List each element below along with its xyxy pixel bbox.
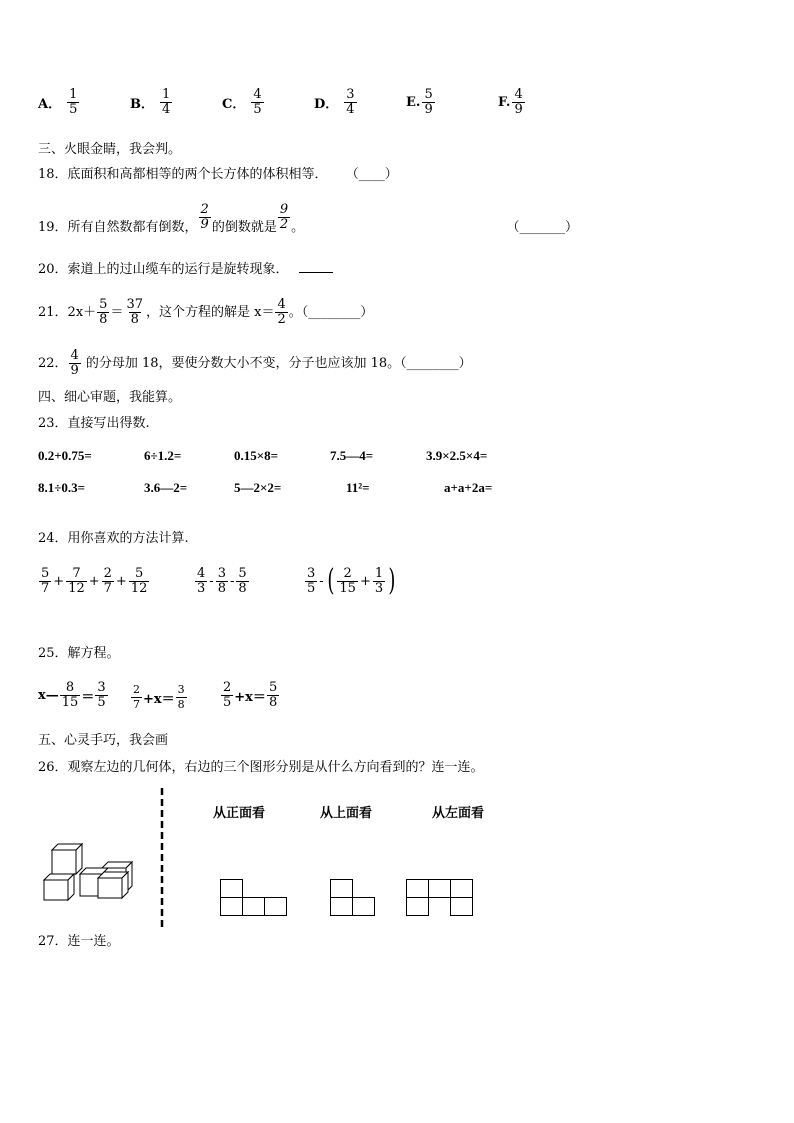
fraction: $\frac{3}{8}$ (177, 683, 185, 711)
fraction: $\frac{4}{3}$ (197, 566, 206, 596)
section-4-heading: 四、细心审题，我能算。 (38, 390, 182, 405)
fraction: $\frac{1}{5}$ (69, 87, 78, 117)
fraction: $\frac{2}{15}$ (339, 565, 356, 596)
question-27-title: 27．连一连。 (38, 934, 120, 949)
view-figure-2[interactable] (330, 879, 376, 917)
option-c[interactable]: C． $\frac{4}{5}$ (222, 87, 262, 117)
calc-item: 7.5—4= (330, 448, 374, 463)
question-24-title: 24．用你喜欢的方法计算. (38, 531, 189, 546)
question-18: 18．底面积和高都相等的两个长方体的体积相等． （____） (38, 167, 398, 182)
fraction: $\frac{37}{8}$ (126, 297, 143, 327)
answer-bracket[interactable]: （____） (345, 167, 398, 182)
option-f[interactable]: F. $\frac{4}{9}$ (498, 87, 523, 117)
fraction: $\frac{1}{3}$ (374, 565, 384, 596)
fraction: $\frac{5}{12}$ (130, 566, 148, 596)
equation-1: x— $\frac{8}{15}$ ＝ $\frac{3}{5}$ (38, 680, 106, 710)
fraction: $\frac{3}{4}$ (346, 87, 355, 117)
question-26-title: 26．观察左边的几何体，右边的三个图形分别是从什么方向看到的？连一连。 (38, 760, 484, 775)
calc-item: 11²= (346, 480, 370, 495)
calc-item: 6÷1.2= (144, 448, 182, 463)
section-5-heading: 五、心灵手巧，我会画 (38, 733, 169, 748)
cube-solid-figure (40, 842, 140, 902)
question-25-title: 25．解方程。 (38, 646, 120, 661)
fraction: $\frac{3}{5}$ (307, 565, 316, 596)
fraction: $\frac{3}{8}$ (217, 566, 226, 596)
fraction: $\frac{2}{9}$ (200, 202, 209, 232)
fraction: $\frac{5}{7}$ (41, 566, 50, 596)
calc-item: 5—2×2= (234, 480, 282, 495)
option-a[interactable]: A． $\frac{1}{5}$ (38, 87, 78, 117)
question-22: 22． $\frac{4}{9}$ 的分母加 18，要使分数大小不变，分子也应该加 18。（________） (38, 348, 472, 378)
calc-item: 8.1÷0.3= (38, 480, 86, 495)
fraction: $\frac{7}{12}$ (68, 566, 85, 596)
question-19: 19．所有自然数都有倒数， $\frac{2}{9}$ 的倒数就是 $\frac{9}{2}$ 。 （_______） (38, 202, 578, 235)
fraction: $\frac{4}{5}$ (253, 87, 262, 117)
expression-3: $\frac{3}{5}$ - ( $\frac{2}{15}$ + $\frac{1}{3}$ ) (307, 563, 396, 598)
right-paren: ) (388, 563, 396, 598)
expression-1: $\frac{5}{7}$ + $\frac{7}{12}$ + $\frac{2}{7}$ + $\frac{5}{12}$ (41, 566, 148, 596)
calc-item: 0.2+0.75= (38, 448, 92, 463)
question-20: 20．索道上的过山缆车的运行是旋转现象． (38, 262, 333, 278)
answer-bracket[interactable]: （_______） (506, 220, 578, 235)
fraction: $\frac{5}{9}$ (424, 87, 433, 117)
fraction: $\frac{2}{7}$ (133, 683, 140, 711)
calc-item: 0.15×8= (234, 448, 279, 463)
fraction: $\frac{5}{8}$ (99, 297, 108, 327)
dashed-divider (160, 788, 164, 928)
option-e[interactable]: E. $\frac{5}{9}$ (406, 87, 433, 117)
question-23-title: 23．直接写出得数. (38, 416, 150, 431)
answer-blank[interactable] (299, 272, 333, 273)
view-figure-1[interactable] (220, 879, 288, 917)
view-label-left: 从左面看 (432, 806, 485, 821)
expression-2: $\frac{4}{3}$ - $\frac{3}{8}$ - $\frac{5}{8}$ (197, 566, 247, 596)
fraction: $\frac{5}{8}$ (238, 566, 247, 596)
option-d[interactable]: D． $\frac{3}{4}$ (314, 87, 355, 117)
view-figure-3[interactable] (406, 879, 474, 917)
calc-item: 3.6—2= (144, 480, 188, 495)
equation-3: $\frac{2}{5}$ +x＝ $\frac{5}{8}$ (223, 680, 278, 710)
option-b[interactable]: B． $\frac{1}{4}$ (130, 87, 171, 117)
view-label-top: 从上面看 (320, 806, 373, 821)
fraction: $\frac{1}{4}$ (162, 87, 171, 117)
fraction: $\frac{3}{5}$ (97, 680, 106, 710)
fraction: $\frac{5}{8}$ (268, 680, 278, 710)
fraction: $\frac{8}{15}$ (61, 680, 79, 710)
fraction: $\frac{2}{5}$ (223, 680, 232, 710)
question-21: 21．2x＋ $\frac{5}{8}$ ＝ $\frac{37}{8}$ ，这个方程的解是 x＝ $\frac{4}{2}$ 。（________） (38, 297, 374, 327)
calc-item: 3.9×2.5×4= (426, 448, 488, 463)
view-label-front: 从正面看 (213, 806, 266, 821)
calc-item: a+a+2a= (444, 480, 493, 495)
fraction: $\frac{2}{7}$ (103, 566, 112, 596)
left-paren: ( (327, 563, 335, 598)
equation-2: $\frac{2}{7}$ +x＝ $\frac{3}{8}$ (133, 683, 185, 711)
fraction: $\frac{4}{9}$ (70, 348, 79, 378)
section-3-heading: 三、火眼金睛，我会判。 (38, 142, 182, 157)
fraction: $\frac{9}{2}$ (279, 202, 289, 232)
fraction: $\frac{4}{9}$ (514, 87, 523, 117)
fraction: $\frac{4}{2}$ (277, 297, 286, 327)
